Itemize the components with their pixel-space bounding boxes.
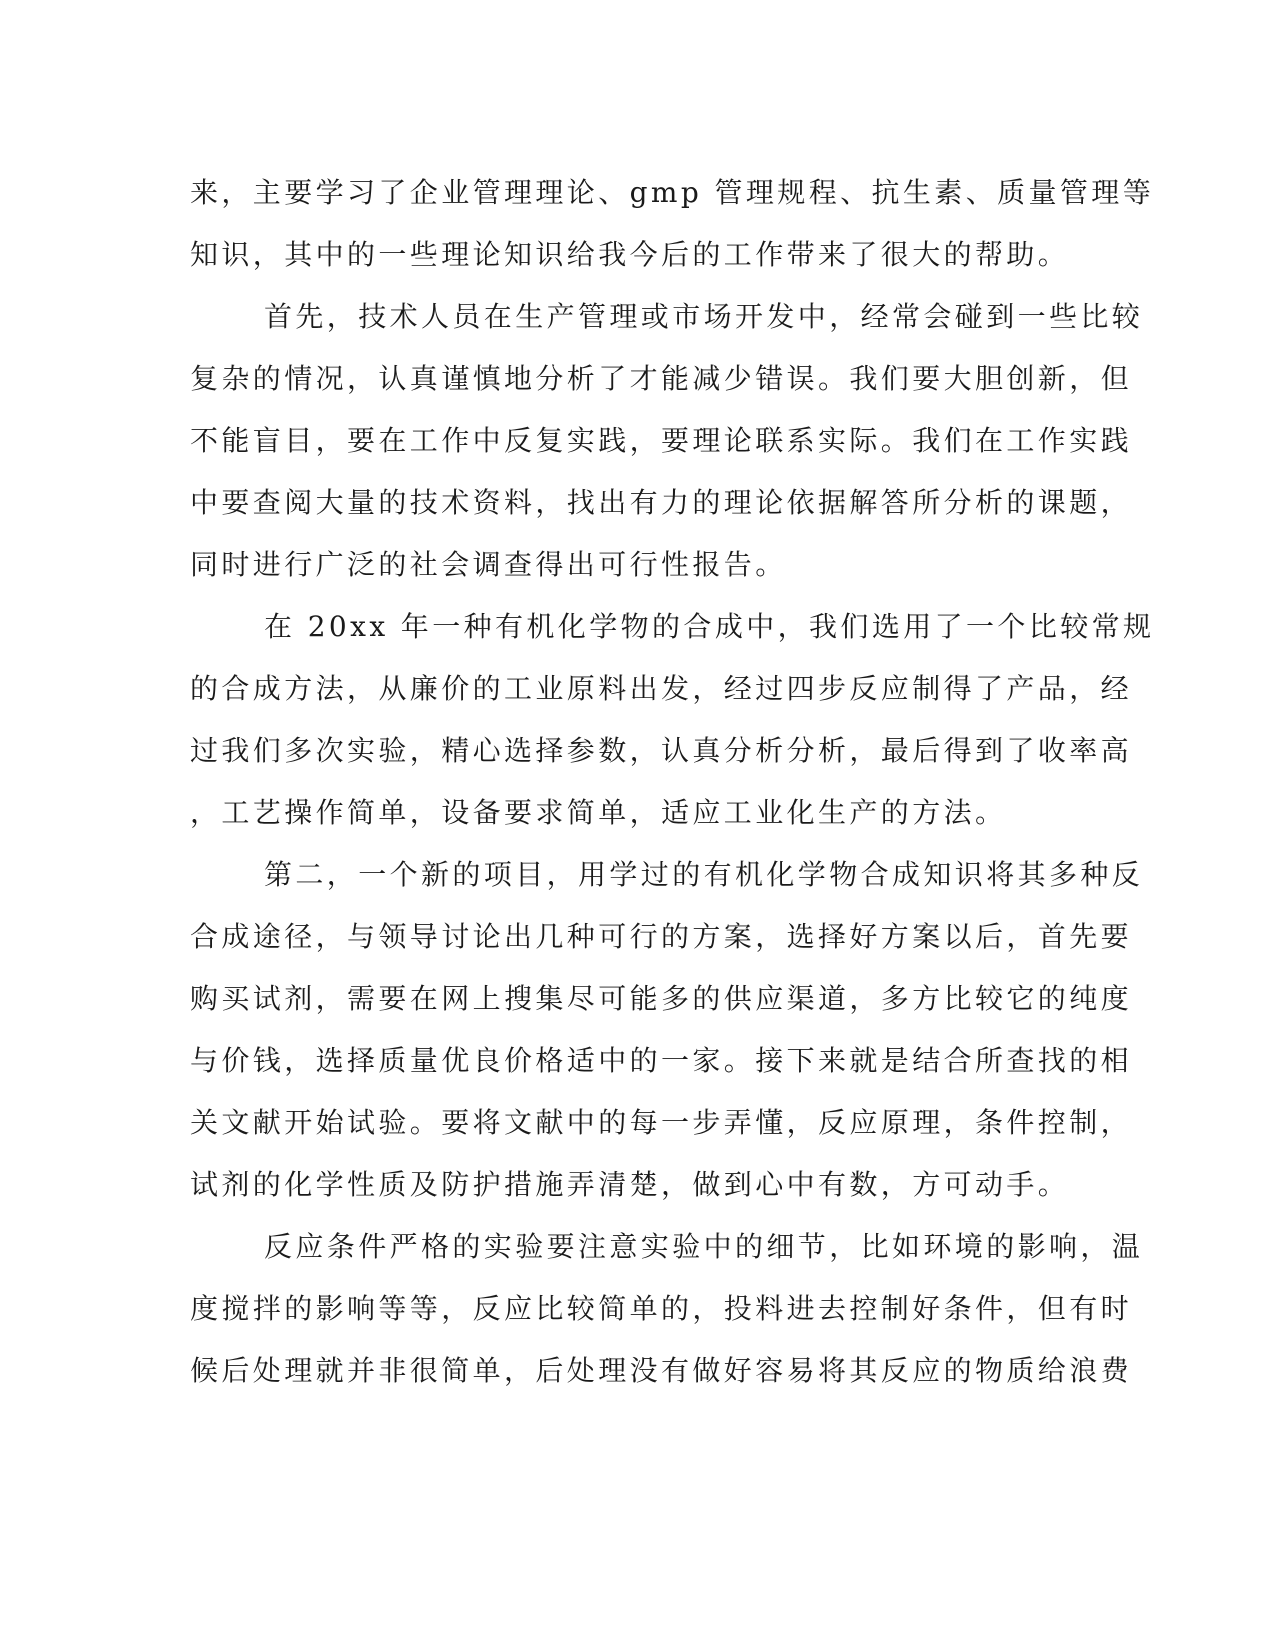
body-text xyxy=(190,162,1155,1402)
text-line: 度搅拌的影响等等，反应比较简单的，投料进去控制好条件，但有时 xyxy=(190,1292,1133,1325)
text-line: 来，主要学习了企业管理理论、gmp 管理规程、抗生素、质量管理等 xyxy=(190,176,1155,209)
text-line: 中要查阅大量的技术资料，找出有力的理论依据解答所分析的课题， xyxy=(190,486,1133,519)
text-line: ，工艺操作简单，设备要求简单，适应工业化生产的方法。 xyxy=(190,796,1007,829)
paragraph-first-line: 反应条件严格的实验要注意实验中的细节，比如环境的影响，温 xyxy=(264,1230,1144,1263)
text-line: 关文献开始试验。要将文献中的每一步弄懂，反应原理，条件控制， xyxy=(190,1106,1133,1139)
text-line: 知识，其中的一些理论知识给我今后的工作带来了很大的帮助。 xyxy=(190,238,1070,271)
paragraph-first-line: 在 20xx 年一种有机化学物的合成中，我们选用了一个比较常规 xyxy=(264,610,1155,643)
text-line: 同时进行广泛的社会调查得出可行性报告。 xyxy=(190,548,787,581)
paragraph-first-line: 首先，技术人员在生产管理或市场开发中，经常会碰到一些比较 xyxy=(264,300,1144,333)
paragraph-first-line: 第二，一个新的项目，用学过的有机化学物合成知识将其多种反 xyxy=(264,858,1144,891)
text-line: 的合成方法，从廉价的工业原料出发，经过四步反应制得了产品，经 xyxy=(190,672,1133,705)
text-line: 不能盲目，要在工作中反复实践，要理论联系实际。我们在工作实践 xyxy=(190,424,1133,457)
text-line: 复杂的情况，认真谨慎地分析了才能减少错误。我们要大胆创新，但 xyxy=(190,362,1133,395)
text-line: 试剂的化学性质及防护措施弄清楚，做到心中有数，方可动手。 xyxy=(190,1168,1070,1201)
text-line: 候后处理就并非很简单，后处理没有做好容易将其反应的物质给浪费 xyxy=(190,1354,1133,1387)
text-line: 过我们多次实验，精心选择参数，认真分析分析，最后得到了收率高 xyxy=(190,734,1133,767)
text-line: 与价钱，选择质量优良价格适中的一家。接下来就是结合所查找的相 xyxy=(190,1044,1133,1077)
text-line: 购买试剂，需要在网上搜集尽可能多的供应渠道，多方比较它的纯度 xyxy=(190,982,1133,1015)
text-line: 合成途径，与领导讨论出几种可行的方案，选择好方案以后，首先要 xyxy=(190,920,1133,953)
